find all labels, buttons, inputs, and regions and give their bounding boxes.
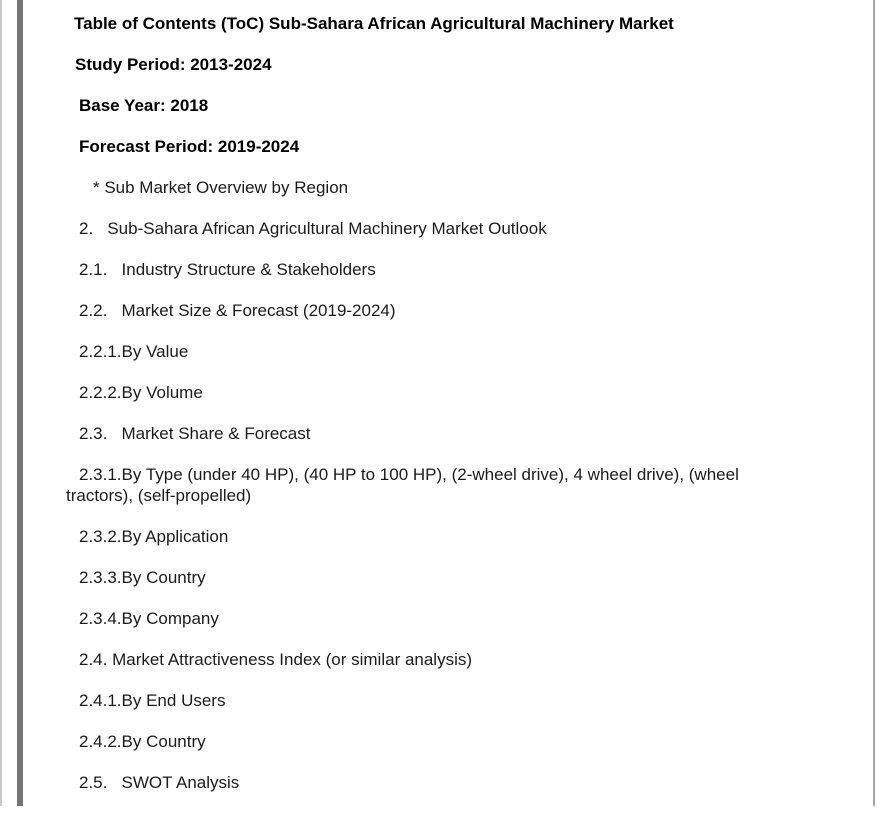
toc-item-2-2-2-by-volume: 2.2.2.By Volume (79, 383, 203, 402)
toc-item-2-2-1-by-value: 2.2.1.By Value (79, 342, 189, 361)
toc-item-2-4-1-by-end-users: 2.4.1.By End Users (79, 690, 226, 710)
study-period-line: Study Period: 2013-2024 (75, 55, 272, 74)
toc-item-2-4-2-by-country: 2.4.2.By Country (79, 731, 206, 751)
toc-item-2-market-outlook: 2. Sub-Sahara African Agricultural Machinery Market Outlook (79, 219, 547, 238)
toc-item-2-2-market-size-forecast: 2.2. Market Size & Forecast (2019-2024) (79, 301, 396, 320)
base-year-line: Base Year: 2018 (79, 96, 209, 115)
toc-item-2-3-4-by-company: 2.3.4.By Company (79, 608, 219, 628)
toc-item-2-3-3-by-country: 2.3.3.By Country (79, 567, 206, 587)
toc-item-2-4-market-attractiveness-index: 2.4. Market Attractiveness Index (or similar analysis) (79, 649, 473, 669)
toc-item-2-3-1-by-type: 2.3.1.By Type (under 40 HP), (40 HP to 100 HP), (2-wheel drive), 4 wheel drive), (wheel tractors), (self-propelled) (66, 465, 744, 505)
toc-item-2-3-2-by-application: 2.3.2.By Application (79, 526, 229, 546)
toc-item-sub-market-overview: * Sub Market Overview by Region (93, 178, 349, 197)
toc-item-2-3-market-share-forecast: 2.3. Market Share & Forecast (79, 424, 311, 443)
forecast-period-line: Forecast Period: 2019-2024 (79, 137, 300, 156)
toc-item-2-5-swot-analysis: 2.5. SWOT Analysis (79, 772, 240, 792)
toc-item-2-1-industry-structure: 2.1. Industry Structure & Stakeholders (79, 260, 376, 279)
page-title: Table of Contents (ToC) Sub-Sahara African Agricultural Machinery Market (74, 14, 674, 33)
